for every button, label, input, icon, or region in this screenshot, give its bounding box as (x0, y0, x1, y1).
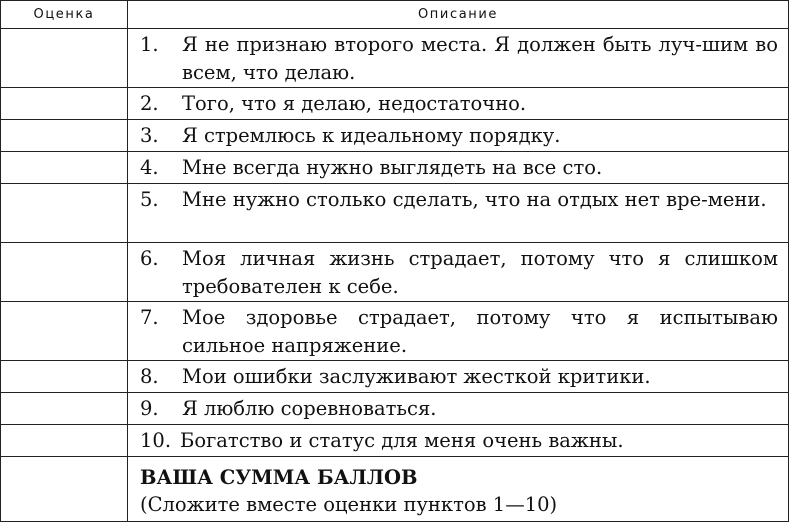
table-row (1, 302, 789, 361)
description-cell (128, 361, 789, 393)
item-number: 6. (140, 247, 159, 270)
description-cell (128, 29, 789, 88)
description-cell (128, 120, 789, 152)
item-number: 2. (140, 92, 159, 115)
total-description-cell (128, 457, 789, 522)
score-cell[interactable] (1, 184, 128, 243)
item-statement (128, 29, 788, 87)
table-row (1, 184, 789, 243)
score-cell[interactable] (1, 393, 128, 425)
description-cell (128, 152, 789, 184)
item-statement (128, 425, 788, 455)
description-cell (128, 393, 789, 425)
item-number: 7. (140, 306, 159, 329)
score-cell[interactable] (1, 302, 128, 361)
item-statement (128, 361, 788, 391)
score-cell[interactable] (1, 29, 128, 88)
item-number: 10. (140, 429, 172, 452)
item-statement (128, 120, 788, 150)
description-cell (128, 184, 789, 243)
item-statement (128, 302, 788, 360)
item-text: Мне всегда нужно выглядеть на все сто. (182, 156, 603, 179)
description-column-header: Описание (128, 1, 789, 29)
item-statement (128, 88, 788, 118)
item-text: Моя личная жизнь страдает, потому что я слишком требователен к себе. (182, 247, 778, 298)
score-cell[interactable] (1, 361, 128, 393)
item-number: 8. (140, 365, 159, 388)
item-statement (128, 184, 788, 214)
total-title: ВАША СУММА БАЛЛОВ (140, 466, 418, 489)
item-text: Богатство и статус для меня очень важны. (180, 429, 624, 452)
item-statement (128, 393, 788, 423)
table-row (1, 29, 789, 88)
description-cell (128, 425, 789, 457)
score-cell[interactable] (1, 88, 128, 120)
total-row (1, 457, 789, 522)
item-text: Я люблю соревноваться. (182, 397, 437, 420)
item-number: 1. (140, 33, 159, 56)
table-row (1, 152, 789, 184)
item-text: Мое здоровье страдает, потому что я испытываю сильное напряжение. (182, 306, 778, 357)
item-text: Того, что я делаю, недостаточно. (182, 92, 527, 115)
item-text: Я стремлюсь к идеальному порядку. (182, 124, 561, 147)
total-note: (Сложите вместе оценки пунктов 1—10) (140, 493, 558, 516)
description-cell (128, 302, 789, 361)
item-number: 9. (140, 397, 159, 420)
total-score-cell[interactable] (1, 457, 128, 522)
table-row (1, 393, 789, 425)
description-cell (128, 88, 789, 120)
table-row (1, 243, 789, 302)
table-row (1, 88, 789, 120)
table-row (1, 120, 789, 152)
item-text: Я не признаю второго места. Я должен быть луч-шим во всем, что делаю. (182, 33, 778, 84)
item-statement (128, 152, 788, 182)
table-row (1, 361, 789, 393)
item-text: Мои ошибки заслуживают жесткой критики. (182, 365, 651, 388)
item-number: 3. (140, 124, 159, 147)
quiz-body (1, 29, 789, 457)
score-cell[interactable] (1, 425, 128, 457)
item-number: 4. (140, 156, 159, 179)
score-cell[interactable] (1, 152, 128, 184)
item-text: Мне нужно столько сделать, что на отдых нет вре-мени. (182, 188, 767, 211)
item-number: 5. (140, 188, 159, 211)
description-cell (128, 243, 789, 302)
table-header-row (1, 1, 789, 29)
score-column-header: Оценка (1, 1, 128, 29)
table-row (1, 425, 789, 457)
item-statement (128, 243, 788, 301)
score-cell[interactable] (1, 243, 128, 302)
score-cell[interactable] (1, 120, 128, 152)
